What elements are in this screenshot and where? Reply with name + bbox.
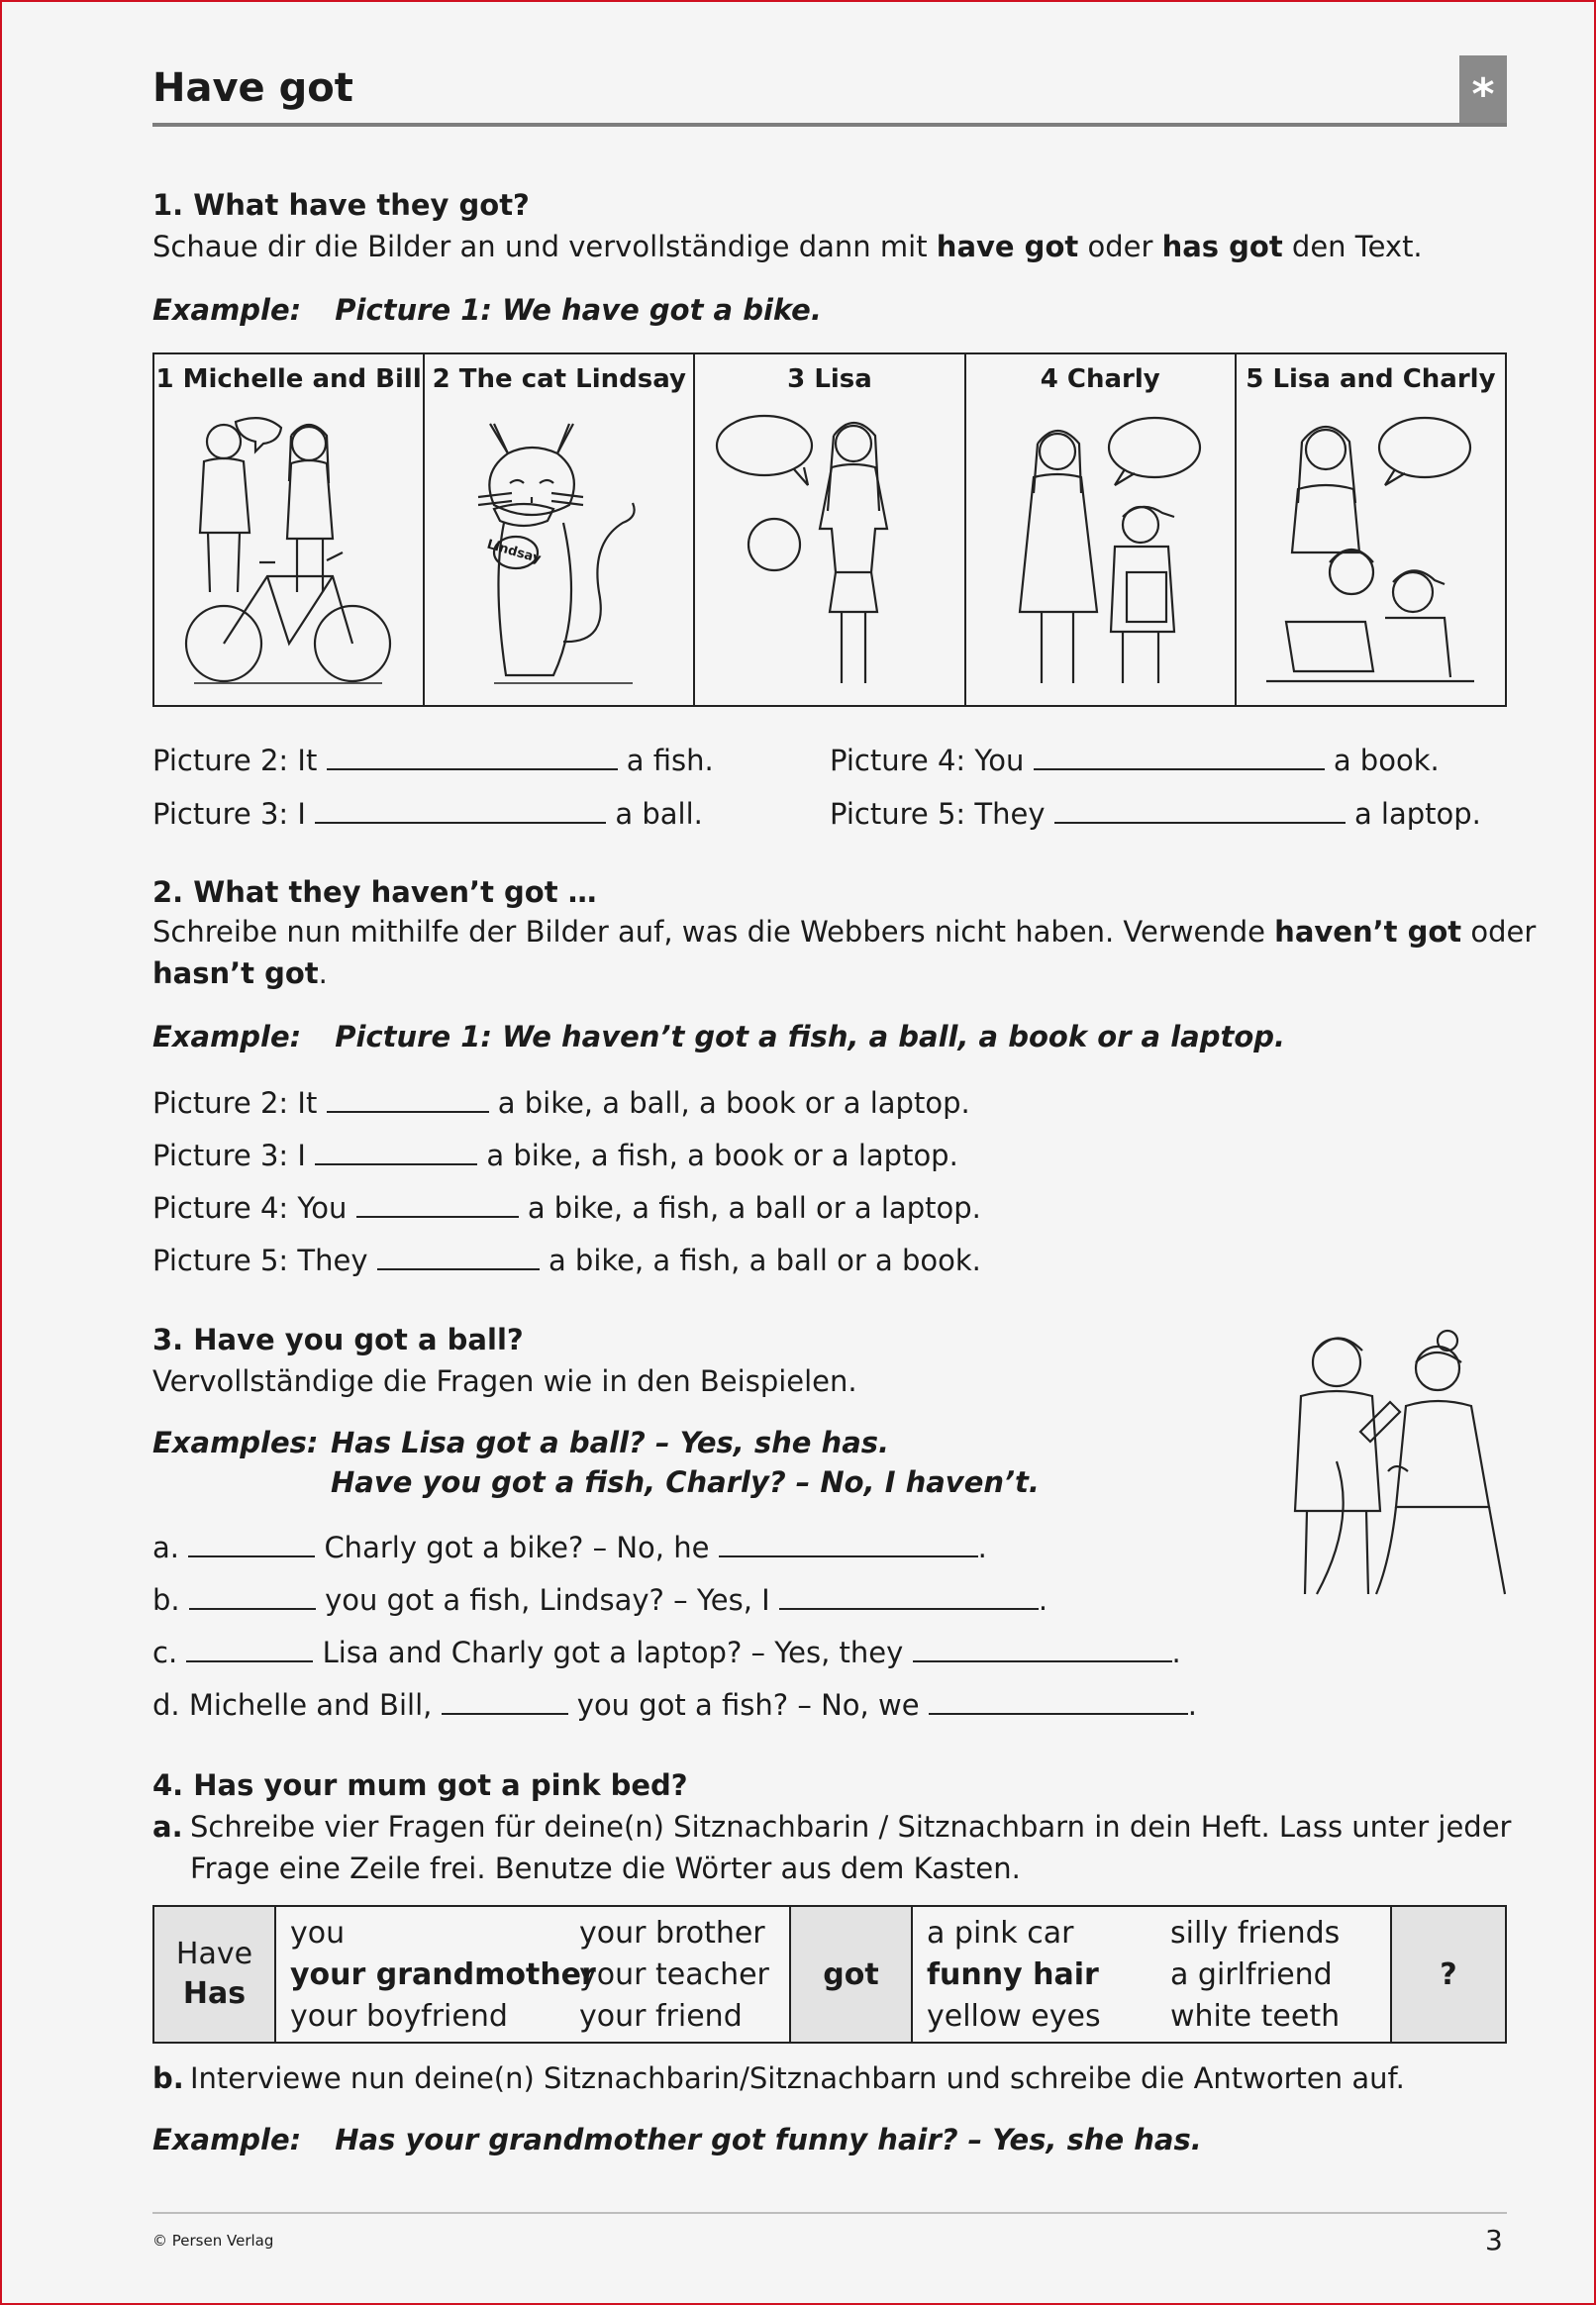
- picture-caption: 5 Lisa and Charly: [1246, 364, 1496, 394]
- picture-1: [154, 354, 425, 705]
- word-item: a girlfriend: [1170, 1957, 1333, 1992]
- answer-blank[interactable]: [1054, 794, 1346, 824]
- section-4-heading: 4. Has your mum got a pink bed?: [152, 1768, 688, 1802]
- s2-line-picture-5: Picture 5: They a bike, a fish, a ball or a book.: [152, 1241, 981, 1277]
- section-2-heading: 2. What they haven’t got …: [152, 875, 597, 909]
- answer-blank[interactable]: [913, 1633, 1172, 1662]
- section-4a-line-2: Frage eine Zeile frei. Benutze die Wörter aus dem Kasten.: [190, 1852, 1021, 1885]
- answer-blank[interactable]: [189, 1580, 316, 1610]
- s3-item-c: c. Lisa and Charly got a laptop? – Yes, they .: [152, 1633, 1181, 1669]
- word-question-mark: ?: [1440, 1956, 1457, 1992]
- section-3-example-2: Have you got a fish, Charly? – No, I haven’t.: [331, 1465, 1040, 1499]
- s3-item-a: a. Charly got a bike? – No, he .: [152, 1528, 987, 1564]
- answer-blank[interactable]: [327, 1083, 489, 1113]
- answer-blank[interactable]: [356, 1188, 519, 1218]
- s1-line-picture-3: Picture 3: I a ball.: [152, 794, 703, 831]
- picture-3: [695, 354, 965, 705]
- answer-blank[interactable]: [442, 1685, 568, 1715]
- answer-blank[interactable]: [377, 1241, 540, 1270]
- word-item: your teacher: [579, 1957, 769, 1992]
- picture-caption: 2 The cat Lindsay: [432, 364, 686, 394]
- s2-line-picture-4: Picture 4: You a bike, a fish, a ball or a laptop.: [152, 1188, 981, 1225]
- picture-5: [1237, 354, 1505, 705]
- word-item: funny hair: [927, 1957, 1099, 1992]
- answer-blank[interactable]: [1034, 741, 1325, 770]
- word-has: Has: [182, 1976, 247, 2011]
- section-3-instruction: Vervollständige die Fragen wie in den Beispielen.: [152, 1364, 857, 1398]
- interview-illustration: [1277, 1323, 1507, 1598]
- answer-blank[interactable]: [315, 1136, 477, 1165]
- s1-line-picture-5: Picture 5: They a laptop.: [830, 794, 1481, 831]
- word-got: got: [823, 1956, 879, 1992]
- picture-strip: [152, 352, 1507, 707]
- section-3-examples-label: Examples:: [152, 1426, 319, 1459]
- page-number: 3: [1485, 2224, 1503, 2256]
- section-3-heading: 3. Have you got a ball?: [152, 1323, 524, 1356]
- answer-blank[interactable]: [186, 1633, 313, 1662]
- answer-blank[interactable]: [719, 1528, 978, 1557]
- section-4a-line-1: Schreibe vier Fragen für deine(n) Sitznachbarin / Sitznachbarn in dein Heft. Lass unter jeder: [190, 1810, 1512, 1844]
- got-cell: [791, 1907, 913, 2042]
- subjects-cell: [276, 1907, 791, 2042]
- s2-line-picture-3: Picture 3: I a bike, a fish, a book or a laptop.: [152, 1136, 958, 1172]
- boy-and-girl-with-bike-illustration: [164, 414, 414, 701]
- publisher-credit: © Persen Verlag: [152, 2232, 274, 2250]
- answer-blank[interactable]: [188, 1528, 315, 1557]
- page-title: Have got: [152, 65, 353, 111]
- word-item: your grandmother: [290, 1957, 596, 1992]
- cat-with-fish-illustration: [435, 414, 684, 701]
- section-4a-letter: a.: [152, 1810, 183, 1844]
- answer-blank[interactable]: [327, 741, 618, 770]
- section-4b-letter: b.: [152, 2061, 184, 2095]
- s3-item-b: b. you got a fish, Lindsay? – Yes, I .: [152, 1580, 1047, 1617]
- answer-blank[interactable]: [315, 794, 606, 824]
- word-box: [152, 1905, 1507, 2044]
- title-divider: [152, 123, 1507, 127]
- answer-blank[interactable]: [929, 1685, 1188, 1715]
- picture-2: [425, 354, 695, 705]
- section-4b-instruction: Interviewe nun deine(n) Sitznachbarin/Sitznachbarn und schreibe die Antworten auf.: [190, 2061, 1405, 2095]
- picture-caption: 4 Charly: [1040, 364, 1160, 394]
- objects-cell: [913, 1907, 1392, 2042]
- word-have: Have: [175, 1937, 253, 1971]
- section-3-example-1: Has Lisa got a ball? – Yes, she has.: [331, 1426, 890, 1459]
- section-1-example: Example: Picture 1: We have got a bike.: [152, 293, 822, 327]
- section-4-example: Example: Has your grandmother got funny hair? – Yes, she has.: [152, 2123, 1202, 2156]
- section-2-instruction-line-1: Schreibe nun mithilfe der Bilder auf, was die Webbers nicht haben. Verwende haven’t got oder: [152, 915, 1537, 949]
- s1-line-picture-2: Picture 2: It a fish.: [152, 741, 714, 777]
- s3-item-d: d. Michelle and Bill, you got a fish? – No, we .: [152, 1685, 1197, 1722]
- question-mark-cell: [1392, 1907, 1505, 2042]
- word-item: yellow eyes: [927, 1999, 1101, 2034]
- section-1-heading: 1. What have they got?: [152, 188, 530, 222]
- girl-and-boy-with-laptop-illustration: [1247, 414, 1496, 701]
- girl-and-boy-with-book-illustration: [976, 414, 1226, 701]
- word-item: your boyfriend: [290, 1999, 508, 2034]
- answer-blank[interactable]: [779, 1580, 1039, 1610]
- word-item: silly friends: [1170, 1916, 1341, 1951]
- word-item: white teeth: [1170, 1999, 1341, 2034]
- picture-caption: 3 Lisa: [787, 364, 872, 394]
- difficulty-star-badge: *: [1459, 55, 1507, 127]
- word-item: you: [290, 1916, 346, 1951]
- picture-4: [966, 354, 1237, 705]
- section-1-instruction: Schaue dir die Bilder an und vervollständige dann mit have got oder has got den Text.: [152, 230, 1423, 263]
- footer-divider: [152, 2212, 1507, 2214]
- girl-with-ball-illustration: [705, 414, 954, 701]
- have-has-cell: [154, 1907, 276, 2042]
- s2-line-picture-2: Picture 2: It a bike, a ball, a book or a laptop.: [152, 1083, 970, 1120]
- s1-line-picture-4: Picture 4: You a book.: [830, 741, 1440, 777]
- word-item: your friend: [579, 1999, 743, 2034]
- cat-tag-text: Lindsay: [485, 537, 544, 567]
- section-2-example: Example: Picture 1: We haven’t got a fish, a ball, a book or a laptop.: [152, 1020, 1286, 1053]
- section-2-instruction-line-2: hasn’t got.: [152, 956, 328, 990]
- word-item: a pink car: [927, 1916, 1074, 1951]
- picture-caption: 1 Michelle and Bill: [155, 364, 422, 394]
- word-item: your brother: [579, 1916, 765, 1951]
